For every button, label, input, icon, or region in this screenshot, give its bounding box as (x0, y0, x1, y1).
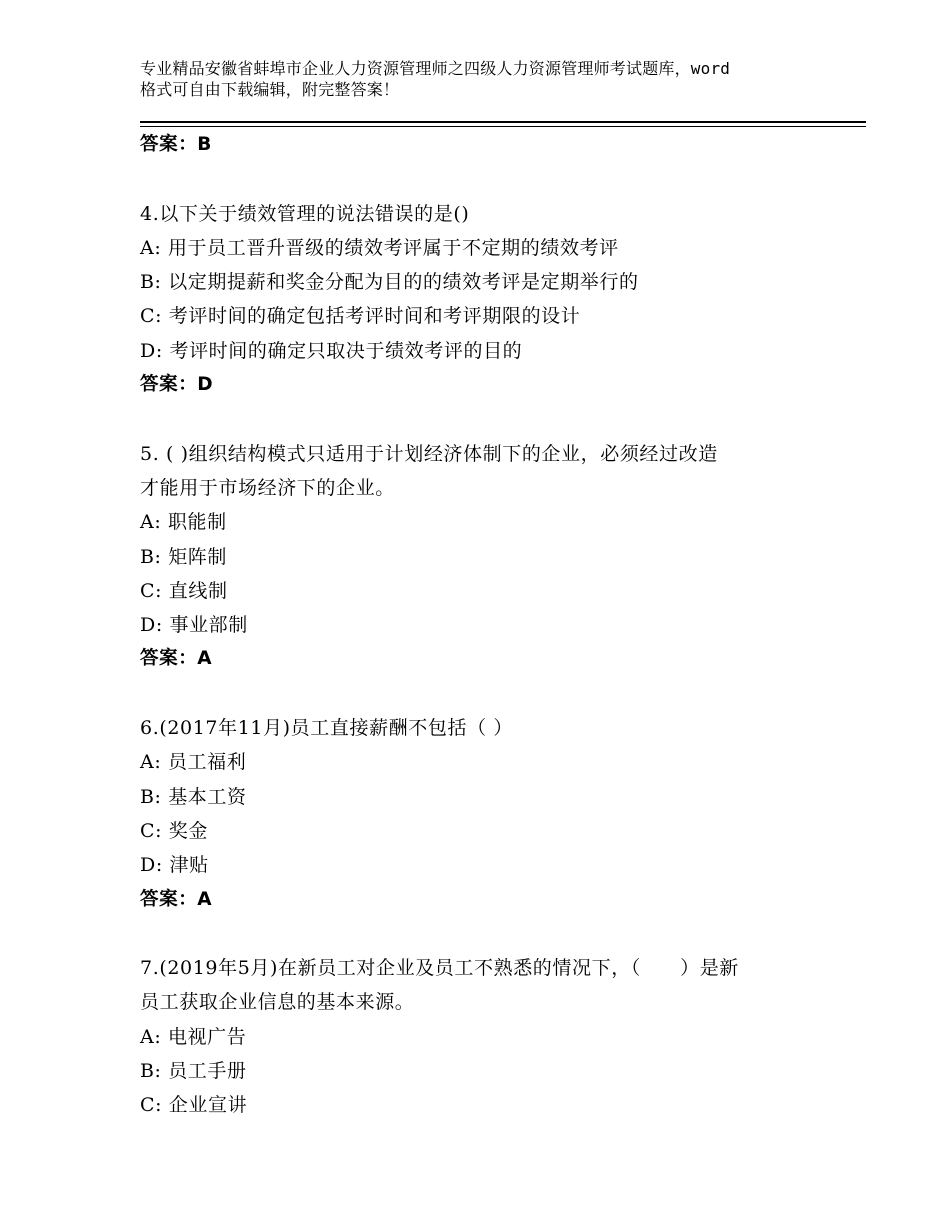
question-6 (140, 711, 840, 917)
option-d: D: 考评时间的确定只取决于绩效考评的目的 (140, 339, 523, 362)
option-c: C: 奖金 (140, 819, 208, 842)
option-b: B: 基本工资 (140, 785, 247, 808)
question-stem: 7.(2019年5月)在新员工对企业及员工不熟悉的情况下，（ ）是新 (140, 957, 739, 980)
question-stem-continued: 才能用于市场经济下的企业。 (140, 476, 395, 499)
document-body (140, 128, 840, 1123)
answer: 答案：A (140, 888, 213, 910)
option-b: B: 矩阵制 (140, 545, 228, 568)
option-c: C: 考评时间的确定包括考评时间和考评期限的设计 (140, 305, 581, 328)
spacer (140, 677, 840, 711)
option-d: D: 津贴 (140, 854, 209, 877)
question-4 (140, 197, 840, 403)
header-rule-thin (140, 126, 866, 127)
option-c: C: 直线制 (140, 579, 228, 602)
option-a: A: 职能制 (140, 511, 227, 534)
answer-previous-question: 答案：B (140, 134, 213, 155)
option-a: A: 电视广告 (140, 1025, 247, 1048)
header-rule-thick (140, 121, 866, 123)
option-a: A: 用于员工晋升晋级的绩效考评属于不定期的绩效考评 (140, 236, 619, 259)
header-line-1: 专业精品安徽省蚌埠市企业人力资源管理师之四级人力资源管理师考试题库，word (140, 59, 731, 78)
question-stem-continued: 员工获取企业信息的基本来源。 (140, 991, 415, 1014)
spacer (140, 917, 840, 951)
option-c: C: 企业宣讲 (140, 1094, 248, 1117)
header-line-2: 格式可自由下载编辑，附完整答案！ (140, 80, 400, 99)
question-7 (140, 951, 840, 1122)
answer: 答案：A (140, 648, 213, 670)
question-5 (140, 437, 840, 677)
option-b: B: 员工手册 (140, 1060, 247, 1083)
spacer (140, 162, 840, 196)
option-b: B: 以定期提薪和奖金分配为目的的绩效考评是定期举行的 (140, 271, 639, 294)
question-stem: 5. ( )组织结构模式只适用于计划经济体制下的企业，必须经过改造 (140, 442, 718, 465)
option-a: A: 员工福利 (140, 751, 247, 774)
question-stem: 6.(2017年11月)员工直接薪酬不包括（ ） (140, 717, 513, 740)
page-header (140, 58, 840, 100)
option-d: D: 事业部制 (140, 614, 248, 637)
answer: 答案：D (140, 374, 214, 396)
spacer (140, 402, 840, 436)
question-stem: 4.以下关于绩效管理的说法错误的是() (140, 202, 470, 225)
